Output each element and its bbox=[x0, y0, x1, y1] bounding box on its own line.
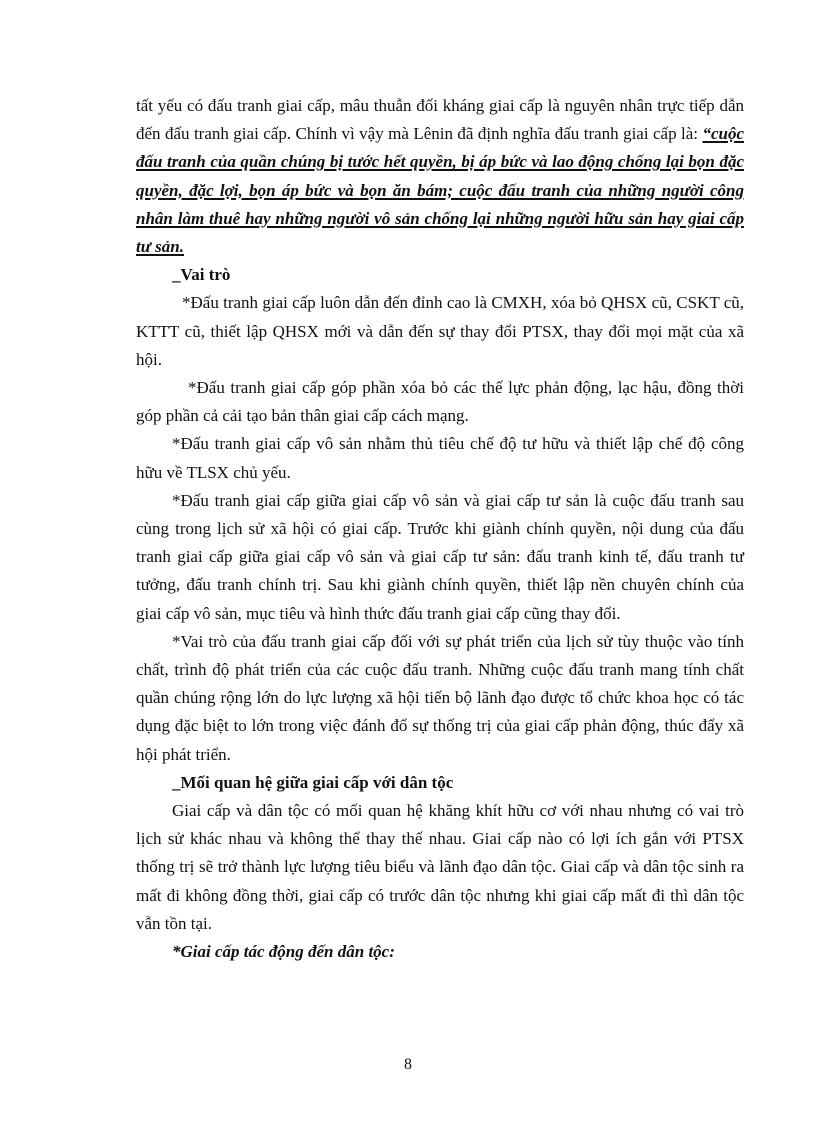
impact-heading: *Giai cấp tác động đến dân tộc: bbox=[172, 942, 395, 962]
role-paragraph-3: *Đấu tranh giai cấp vô sản nhằm thủ tiêu chế độ tư hữu và thiết lập chế độ công hữu về TLSX chủ yếu. bbox=[136, 434, 744, 482]
role-paragraph-2: *Đấu tranh giai cấp góp phần xóa bỏ các thế lực phản động, lạc hậu, đồng thời góp phần cả cải tạo bản thân giai cấp cách mạng. bbox=[136, 378, 744, 426]
role-paragraph-1: *Đấu tranh giai cấp luôn dẫn đến đỉnh cao là CMXH, xóa bỏ QHSX cũ, CSKT cũ, KTTT cũ, thiết lập QHSX mới và dẫn đến sự thay đổi PTSX, thay đổi mọi mặt của xã hội. bbox=[136, 293, 744, 369]
role-paragraph-5: *Vai trò của đấu tranh giai cấp đối với sự phát triển của lịch sử tùy thuộc vào tính chất, trình độ phát triển của các cuộc đấu tranh. Những cuộc đấu tranh mang tính chất quần chúng rộng lớn do lực lượng xã hội tiến bộ lãnh đạo được tổ chức khoa học có tác dụng đặc biệt to lớn trong việc đánh đổ sự thống trị của giai cấp phản động, thúc đẩy xã hội phát triển. bbox=[136, 631, 744, 764]
intro-paragraph bbox=[136, 92, 744, 261]
relation-heading: _Mối quan hệ giữa giai cấp với dân tộc bbox=[172, 772, 454, 792]
intro-text: tất yếu có đấu tranh giai cấp, mâu thuẫn đối kháng giai cấp là nguyên nhân trực tiếp dẫn đến đấu tranh giai cấp. Chính vì vậy mà Lênin đã định nghĩa đấu tranh giai cấp là: bbox=[136, 96, 744, 144]
relation-paragraph: Giai cấp và dân tộc có mối quan hệ khăng khít hữu cơ với nhau nhưng có vai trò lịch sử khác nhau và không thể thay thế nhau. Giai cấp nào có lợi ích gắn với PTSX thống trị sẽ trở thành lực lượng tiêu biểu và lãnh đạo dân tộc. Giai cấp và dân tộc sinh ra mất đi không đồng thời, giai cấp có trước dân tộc nhưng khi giai cấp mất đi thì dân tộc vẫn tồn tại. bbox=[136, 801, 744, 933]
role-heading: _Vai trò bbox=[172, 265, 231, 285]
page-number: 8 bbox=[404, 1056, 412, 1073]
role-paragraph-4: *Đấu tranh giai cấp giữa giai cấp vô sản và giai cấp tư sản là cuộc đấu tranh sau cùng trong lịch sử xã hội có giai cấp. Trước khi giành chính quyền, nội dung của đấu tranh giai cấp giữa giai cấp vô sản và giai cấp tư sản: đấu tranh kinh tế, đấu tranh tư tưởng, đấu tranh chính trị. Sau khi giành chính quyền, thiết lập nền chuyên chính của giai cấp vô sản, mục tiêu và hình thức đấu tranh giai cấp cũng thay đổi. bbox=[136, 490, 744, 623]
document-body bbox=[136, 92, 744, 966]
lenin-definition-quote: “cuộc đấu tranh của quần chúng bị tước hết quyền, bị áp bức và lao động chống lại bọn đặc quyền, đặc lợi, bọn áp bức và bọn ăn bám; cuộc đấu tranh của những người công nhân làm thuê hay những người vô sản chống lại những người hữu sản hay giai cấp tư sản. bbox=[136, 124, 744, 257]
